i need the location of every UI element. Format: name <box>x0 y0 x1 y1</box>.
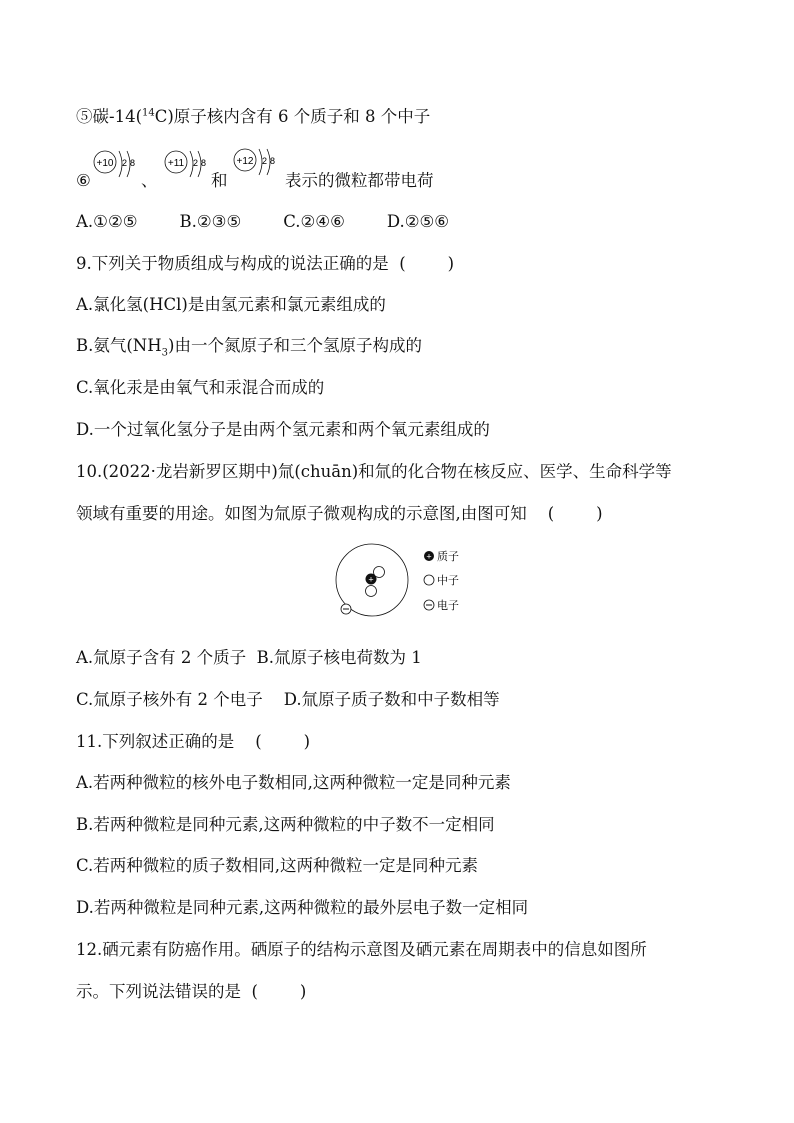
item-6-sep-1: 、 <box>141 171 158 190</box>
ion-2-shell-1: 2 <box>193 158 199 168</box>
q10-stem-line-2: 领域有重要的用途。如图为氚原子微观构成的示意图,由图可知 ( ) <box>76 504 603 523</box>
legend-electron-label: 电子 <box>437 600 459 612</box>
q10-options-row-2: C.氚原子核外有 2 个电子 D.氚原子质子数和中子数相等 <box>76 690 500 709</box>
ion-diagram-3 <box>232 148 282 188</box>
ion-diagram-2 <box>163 150 213 190</box>
q9-option-c: C.氧化汞是由氧气和汞混合而成的 <box>76 378 325 397</box>
ion-3-shell-2: 8 <box>270 156 276 166</box>
q9-option-a: A.氯化氢(HCl)是由氢元素和氯元素组成的 <box>76 295 386 314</box>
q11-option-c: C.若两种微粒的质子数相同,这两种微粒一定是同种元素 <box>76 856 479 875</box>
svg-text:+: + <box>426 551 432 562</box>
svg-text:+: + <box>368 574 374 585</box>
ion-2-nucleus: +11 <box>167 158 185 169</box>
ion-3-nucleus: +12 <box>236 156 254 167</box>
q12-stem-line-2: 示。下列说法错误的是 ( ) <box>76 982 307 1001</box>
q12-stem-line-1: 12.硒元素有防癌作用。硒原子的结构示意图及硒元素在周期表中的信息如图所 <box>76 940 647 959</box>
q9-option-d: D.一个过氧化氢分子是由两个氢元素和两个氧元素组成的 <box>76 420 490 439</box>
tritium-atom-diagram <box>330 540 470 624</box>
q11-option-a: A.若两种微粒的核外电子数相同,这两种微粒一定是同种元素 <box>76 773 511 792</box>
q11-option-d: D.若两种微粒是同种元素,这两种微粒的最外层电子数一定相同 <box>76 898 529 917</box>
ion-diagram-1 <box>92 150 142 190</box>
q8-options: A.①②⑤ B.②③⑤ C.②④⑥ D.②⑤⑥ <box>76 212 450 231</box>
ion-3-shell-1: 2 <box>262 156 268 166</box>
legend-neutron-label: 中子 <box>437 575 459 587</box>
legend-proton-label: 质子 <box>437 551 459 563</box>
q11-option-b: B.若两种微粒是同种元素,这两种微粒的中子数不一定相同 <box>76 815 495 834</box>
item-6-suffix: 表示的微粒都带电荷 <box>285 171 434 190</box>
ion-1-shell-2: 8 <box>130 158 136 168</box>
q10-options-row-1: A.氚原子含有 2 个质子 B.氚原子核电荷数为 1 <box>76 648 422 667</box>
ion-1-shell-1: 2 <box>122 158 128 168</box>
q8-item-5: ⑤碳-14($^{14}$C)原子核内含有 6 个质子和 8 个中子 <box>76 107 431 126</box>
item-6-number: ⑥ <box>76 171 91 190</box>
neutron-particle-2 <box>366 586 377 597</box>
item-6-sep-2: 和 <box>211 171 228 190</box>
q9-stem: 9.下列关于物质组成与构成的说法正确的是 ( ) <box>76 254 455 273</box>
neutron-particle-1 <box>374 567 385 578</box>
q9-option-b: B.氨气$(NH_3)$由一个氮原子和三个氢原子构成的 <box>76 336 422 359</box>
ion-1-nucleus: +10 <box>96 158 114 169</box>
legend-neutron-icon <box>424 575 434 585</box>
ion-2-shell-2: 8 <box>201 158 207 168</box>
q11-stem: 11.下列叙述正确的是 ( ) <box>76 732 311 751</box>
q10-stem-line-1: 10.(2022·龙岩新罗区期中)氚(chuān)和氚的化合物在核反应、医学、生命科学等 <box>76 462 672 481</box>
